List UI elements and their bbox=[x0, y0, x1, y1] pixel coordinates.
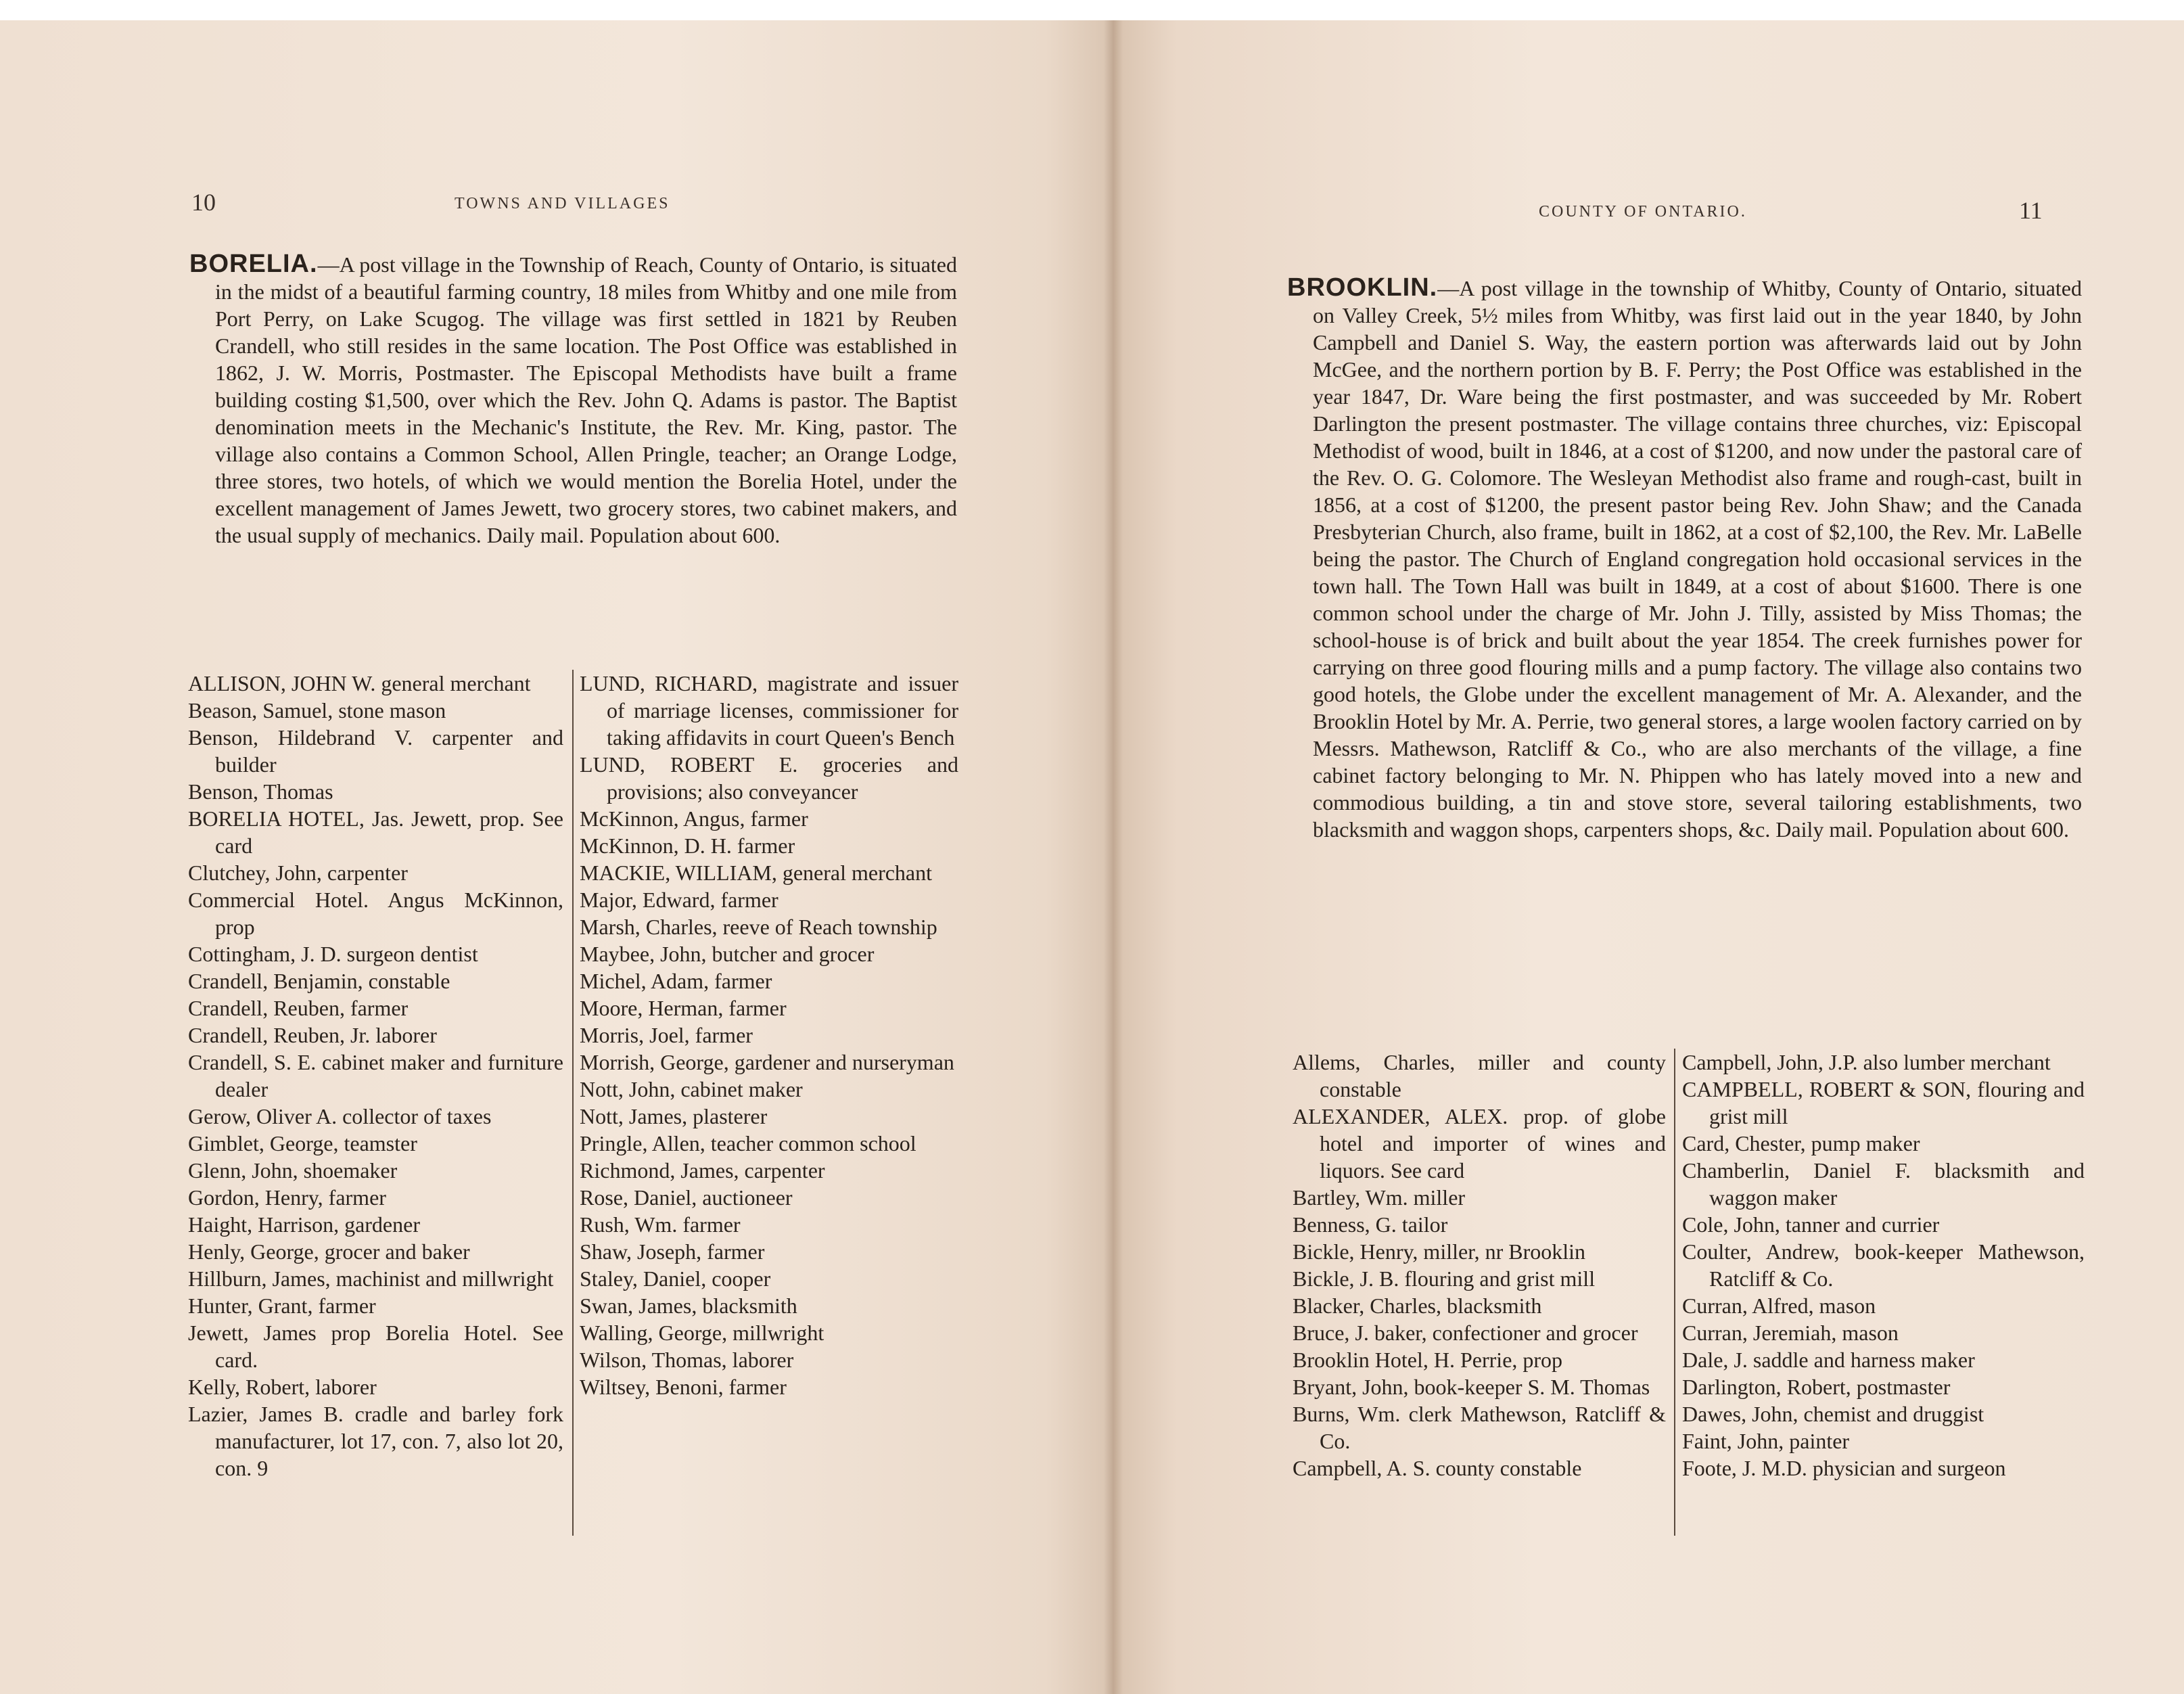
directory-entry: Coulter, Andrew, book-keeper Mathewson, Ratcliff & Co. bbox=[1682, 1239, 2085, 1291]
directory-entry: Curran, Jeremiah, mason bbox=[1682, 1321, 1899, 1345]
directory-entry: Foote, J. M.D. physician and surgeon bbox=[1682, 1456, 2006, 1480]
directory-entry: ALLISON, JOHN W. general merchant bbox=[188, 671, 531, 695]
brooklin-heading: BROOKLIN. bbox=[1287, 273, 1438, 302]
directory-entry: Bryant, John, book-keeper S. M. Thomas bbox=[1293, 1375, 1650, 1399]
directory-entry: Dawes, John, chemist and druggist bbox=[1682, 1402, 1984, 1426]
directory-entry: Gerow, Oliver A. collector of taxes bbox=[188, 1104, 492, 1128]
directory-entry: LUND, ROBERT E. groceries and provisions; also conveyancer bbox=[580, 752, 958, 804]
directory-entry: CAMPBELL, ROBERT & SON, flouring and grist mill bbox=[1682, 1077, 2085, 1128]
brooklin-directory-column-1 bbox=[1293, 1049, 1666, 1482]
directory-entry: Bartley, Wm. miller bbox=[1293, 1185, 1466, 1210]
borelia-text: —A post village in the Township of Reach, County of Ontario, is situated in the midst of a beautiful farming country, 18 miles from Whitby and one mile from Port Perry, on Lake Scugog. The village was first settled in 1821 by Reuben Crandell, who still resides in the same location. The Post Office was established in 1862, J. W. Morris, Postmaster. The Episcopal Methodists have built a frame building costing $1,500, over which the Rev. John Q. Adams is pastor. The Baptist denomination meets in the Mechanic's Institute, the Rev. Mr. King, pastor. The village also contains a Common School, Allen Pringle, teacher; an Orange Lodge, three stores, two hotels, of which we would mention the Borelia Hotel, under the excellent management of James Jewett, two grocery stores, two cabinet makers, and the usual supply of mechanics. Daily mail. Population about 600. bbox=[215, 252, 957, 547]
directory-entry: Wilson, Thomas, laborer bbox=[580, 1348, 794, 1372]
directory-entry: Haight, Harrison, gardener bbox=[188, 1212, 420, 1237]
directory-entry: Walling, George, millwright bbox=[580, 1321, 824, 1345]
directory-entry: Card, Chester, pump maker bbox=[1682, 1131, 1920, 1155]
directory-entry: Lazier, James B. cradle and barley fork manufacturer, lot 17, con. 7, also lot 20, con. 9 bbox=[188, 1402, 563, 1480]
directory-entry: Campbell, John, J.P. also lumber merchant bbox=[1682, 1050, 2051, 1074]
page-number-left: 10 bbox=[191, 189, 216, 216]
directory-entry: Commercial Hotel. Angus McKinnon, prop bbox=[188, 888, 563, 939]
directory-entry: Dale, J. saddle and harness maker bbox=[1682, 1348, 1975, 1372]
directory-entry: Faint, John, painter bbox=[1682, 1429, 1850, 1453]
directory-entry: Wiltsey, Benoni, farmer bbox=[580, 1375, 787, 1399]
left-page bbox=[0, 20, 1113, 1694]
directory-entry: Blacker, Charles, blacksmith bbox=[1293, 1294, 1542, 1318]
directory-entry: Crandell, S. E. cabinet maker and furniture dealer bbox=[188, 1050, 563, 1101]
directory-entry: Bruce, J. baker, confectioner and grocer bbox=[1293, 1321, 1638, 1345]
right-page bbox=[1113, 20, 2184, 1694]
directory-entry: McKinnon, Angus, farmer bbox=[580, 806, 808, 831]
directory-entry: Allems, Charles, miller and county constable bbox=[1293, 1050, 1666, 1101]
directory-entry: Kelly, Robert, laborer bbox=[188, 1375, 377, 1399]
directory-entry: Jewett, James prop Borelia Hotel. See card. bbox=[188, 1321, 563, 1372]
directory-entry: Pringle, Allen, teacher common school bbox=[580, 1131, 916, 1155]
running-header-left: TOWNS AND VILLAGES bbox=[455, 195, 670, 212]
directory-entry: Swan, James, blacksmith bbox=[580, 1294, 797, 1318]
book-gutter bbox=[1104, 20, 1123, 1694]
directory-entry: Curran, Alfred, mason bbox=[1682, 1294, 1876, 1318]
directory-entry: Chamberlin, Daniel F. blacksmith and waggon maker bbox=[1682, 1158, 2085, 1210]
directory-entry: Benness, G. tailor bbox=[1293, 1212, 1448, 1237]
borelia-directory-column-2 bbox=[580, 670, 958, 1400]
directory-entry: Beason, Samuel, stone mason bbox=[188, 698, 446, 723]
directory-entry: Hunter, Grant, farmer bbox=[188, 1294, 376, 1318]
directory-entry: Gordon, Henry, farmer bbox=[188, 1185, 386, 1210]
directory-entry: Gimblet, George, teamster bbox=[188, 1131, 417, 1155]
brooklin-text: —A post village in the township of Whitby, County of Ontario, situated on Valley Creek, 5½ miles from Whitby, was first laid out in the year 1840, by John Campbell and Daniel S. Way, the eastern portion was afterwards laid out by John McGee, and the northern portion by B. F. Perry; the Post Office was established in the year 1847, Dr. Ware being the first postmaster, and was succeeded by Mr. Robert Darlington the present postmaster. The village contains three churches, viz: Episcopal Methodist of wood, built in 1846, at a cost of $1200, and now under the pastoral care of the Rev. O. G. Colomore. The Wesleyan Methodist also frame and rough-cast, built in 1856, at a cost of $1200, the present pastor being Rev. John Shaw; and the Canada Presbyterian Church, also frame, built in 1862, at a cost of $2,100, the Rev. Mr. LaBelle being the pastor. The Church of England congregation hold occasional services in the town hall. The Town Hall was built in 1849, at a cost of about $1600. There is one common school under the charge of Mr. John J. Tilly, assisted by Miss Thomas; the school-house is of brick and built about the year 1854. The creek furnishes power for carrying on three good flouring mills and a pump factory. The village also contains two good hotels, the Globe under the excellent management of Mr. A. Alexander, and the Brooklin Hotel by Mr. A. Perrie, two general stores, a large woolen factory carried on by Messrs. Mathewson, Ratcliff & Co., who are also merchants of the village, a fine cabinet factory belonging to Mr. N. Phippen who has lately moved into a new and commodious building, a tin and stove store, several tailoring establishments, two blacksmith and waggon shops, carpenters shops, &c. Daily mail. Population about 600. bbox=[1313, 276, 2082, 842]
directory-entry: Maybee, John, butcher and grocer bbox=[580, 942, 875, 966]
directory-entry: Staley, Daniel, cooper bbox=[580, 1266, 771, 1291]
directory-entry: Richmond, James, carpenter bbox=[580, 1158, 825, 1183]
directory-entry: Nott, John, cabinet maker bbox=[580, 1077, 803, 1101]
directory-entry: Glenn, John, shoemaker bbox=[188, 1158, 398, 1183]
directory-entry: Bickle, Henry, miller, nr Brooklin bbox=[1293, 1239, 1585, 1264]
directory-entry: Clutchey, John, carpenter bbox=[188, 861, 408, 885]
directory-entry: MACKIE, WILLIAM, general merchant bbox=[580, 861, 933, 885]
directory-entry: Crandell, Reuben, Jr. laborer bbox=[188, 1023, 437, 1047]
directory-entry: Benson, Thomas bbox=[188, 779, 333, 804]
directory-entry: Michel, Adam, farmer bbox=[580, 969, 772, 993]
directory-entry: Bickle, J. B. flouring and grist mill bbox=[1293, 1266, 1596, 1291]
directory-entry: ALEXANDER, ALEX. prop. of globe hotel and importer of wines and liquors. See card bbox=[1293, 1104, 1666, 1183]
directory-entry: Marsh, Charles, reeve of Reach township bbox=[580, 915, 937, 939]
directory-entry: Rush, Wm. farmer bbox=[580, 1212, 741, 1237]
borelia-heading: BORELIA. bbox=[189, 250, 318, 278]
directory-entry: Benson, Hildebrand V. carpenter and builder bbox=[188, 725, 563, 777]
directory-entry: Brooklin Hotel, H. Perrie, prop bbox=[1293, 1348, 1563, 1372]
borelia-directory-column-1 bbox=[188, 670, 563, 1482]
directory-entry: Henly, George, grocer and baker bbox=[188, 1239, 470, 1264]
page-number-right: 11 bbox=[2019, 197, 2043, 224]
directory-entry: Morris, Joel, farmer bbox=[580, 1023, 753, 1047]
directory-entry: Hillburn, James, machinist and millwright bbox=[188, 1266, 554, 1291]
directory-entry: Cottingham, J. D. surgeon dentist bbox=[188, 942, 478, 966]
column-divider-right bbox=[1674, 1049, 1675, 1536]
directory-entry: Major, Edward, farmer bbox=[580, 888, 779, 912]
brooklin-directory-column-2 bbox=[1682, 1049, 2085, 1482]
column-divider-left bbox=[572, 670, 574, 1536]
directory-entry: Moore, Herman, farmer bbox=[580, 996, 787, 1020]
directory-entry: Morrish, George, gardener and nurseryman bbox=[580, 1050, 954, 1074]
directory-entry: Rose, Daniel, auctioneer bbox=[580, 1185, 793, 1210]
directory-entry: Campbell, A. S. county constable bbox=[1293, 1456, 1582, 1480]
directory-entry: LUND, RICHARD, magistrate and issuer of marriage licenses, commissioner for taking affidavits in court Queen's Bench bbox=[580, 671, 958, 750]
brooklin-description bbox=[1287, 274, 2082, 843]
directory-entry: Shaw, Joseph, farmer bbox=[580, 1239, 765, 1264]
directory-entry: Burns, Wm. clerk Mathewson, Ratcliff & Co. bbox=[1293, 1402, 1666, 1453]
borelia-description bbox=[189, 250, 957, 549]
directory-entry: Crandell, Reuben, farmer bbox=[188, 996, 409, 1020]
directory-entry: BORELIA HOTEL, Jas. Jewett, prop. See card bbox=[188, 806, 563, 858]
directory-entry: McKinnon, D. H. farmer bbox=[580, 833, 795, 858]
directory-entry: Darlington, Robert, postmaster bbox=[1682, 1375, 1951, 1399]
running-header-right: COUNTY OF ONTARIO. bbox=[1539, 203, 1747, 221]
directory-entry: Cole, John, tanner and currier bbox=[1682, 1212, 1940, 1237]
directory-entry: Nott, James, plasterer bbox=[580, 1104, 768, 1128]
directory-entry: Crandell, Benjamin, constable bbox=[188, 969, 450, 993]
